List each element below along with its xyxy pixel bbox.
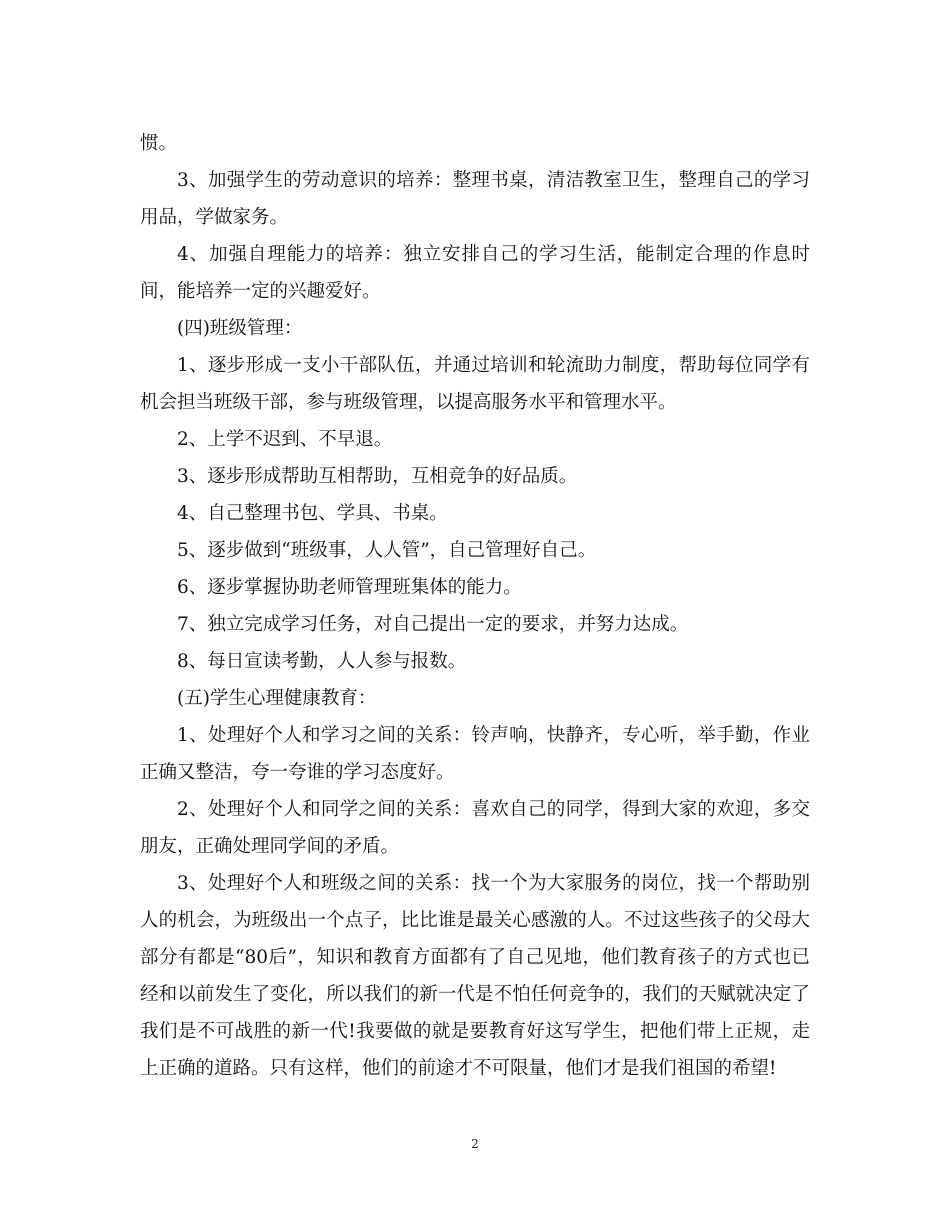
page-number: 2 bbox=[471, 1137, 479, 1151]
paragraph-labor-awareness: 3、加强学生的劳动意识的培养：整理书桌，清洁教室卫生，整理自己的学习用品，学做家务。 bbox=[140, 170, 810, 228]
paragraph-assist-teacher: 6、逐步掌握协助老师管理班集体的能力。 bbox=[177, 577, 522, 598]
paragraph-independent-tasks: 7、独立完成学习任务，对自己提出一定的要求，并努力达成。 bbox=[177, 614, 689, 635]
section-heading-class-management: (四)班级管理： bbox=[177, 318, 303, 339]
paragraph-classmate-relationship: 2、处理好个人和同学之间的关系：喜欢自己的同学，得到大家的欢迎，多交朋友，正确处理同学间的矛盾。 bbox=[140, 799, 810, 857]
paragraph-self-management: 5、逐步做到“班级事，人人管”，自己管理好自己。 bbox=[177, 540, 597, 561]
paragraph-continuation: 惯。 bbox=[140, 133, 178, 154]
paragraph-organize-items: 4、自己整理书包、学具、书桌。 bbox=[177, 503, 448, 524]
section-heading-mental-health: (五)学生心理健康教育： bbox=[177, 688, 377, 709]
paragraph-study-relationship: 1、处理好个人和学习之间的关系：铃声响，快静齐，专心听，举手勤，作业正确又整洁，夸一夸谁的学习态度好。 bbox=[140, 725, 810, 783]
paragraph-class-relationship: 3、处理好个人和班级之间的关系：找一个为大家服务的岗位，找一个帮助别人的机会，为班级出一个点子，比比谁是最关心感激的人。不过这些孩子的父母大部分有都是“80后”，知识和教育方面都有了自己见地，他们教育孩子的方式也已经和以前发生了变化，所以我们的新一代是不怕任何竞争的，我们的天赋就决定了我们是不可战胜的新一代!我要做的就是要教育好这写学生，把他们带上正规，走上正确的道路。只有这样，他们的前途才不可限量，他们才是我们祖国的希望! bbox=[140, 873, 811, 1079]
paragraph-attendance: 8、每日宣读考勤，人人参与报数。 bbox=[177, 651, 467, 672]
document-body bbox=[140, 125, 810, 1087]
paragraph-self-care: 4、加强自理能力的培养：独立安排自己的学习生活，能制定合理的作息时间，能培养一定的兴趣爱好。 bbox=[140, 244, 810, 302]
paragraph-mutual-help: 3、逐步形成帮助互相帮助，互相竞争的好品质。 bbox=[177, 466, 578, 487]
paragraph-punctuality: 2、上学不迟到、不早退。 bbox=[177, 429, 393, 450]
paragraph-cadre-team: 1、逐步形成一支小干部队伍，并通过培训和轮流助力制度，帮助每位同学有机会担当班级干部，参与班级管理，以提高服务水平和管理水平。 bbox=[140, 355, 810, 413]
